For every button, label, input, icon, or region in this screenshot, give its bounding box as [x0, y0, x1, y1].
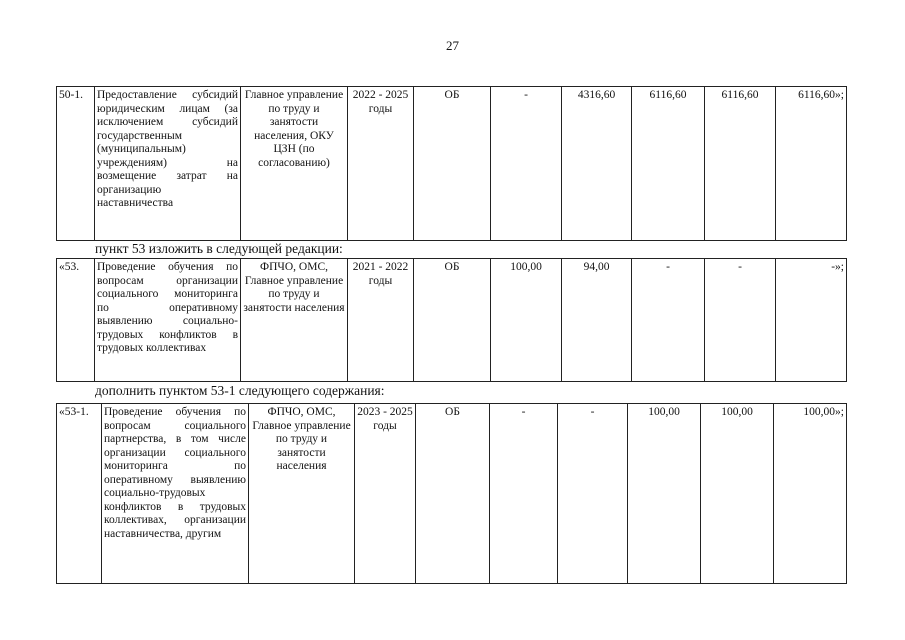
- page-number: 27: [446, 38, 459, 53]
- row-name: Проведение обучения по вопросам социального партнерства, в том числе организации социального мониторинга по оперативному выявлению социально-трудовых конфликтов в трудовых коллективах, организации наставничества, другим: [102, 404, 249, 584]
- row-value-1: -: [490, 404, 558, 584]
- row-value-4: 6116,60: [705, 87, 776, 241]
- row-executor: ФПЧО, ОМС, Главное управление по труду и занятости населения: [241, 259, 348, 382]
- row-value-2: 94,00: [562, 259, 632, 382]
- row-name: Проведение обучения по вопросам организации социального мониторинга по оперативному выявлению социально-трудовых конфликтов в трудовых коллективах: [95, 259, 241, 382]
- row-value-5: 100,00»;: [774, 404, 847, 584]
- table-row-53: [56, 258, 847, 382]
- row-value-1: 100,00: [491, 259, 562, 382]
- row-value-3: 6116,60: [632, 87, 705, 241]
- row-value-2: -: [558, 404, 628, 584]
- row-value-4: 100,00: [701, 404, 774, 584]
- row-number: 50-1.: [57, 87, 95, 241]
- row-source: ОБ: [416, 404, 490, 584]
- row-period: 2022 - 2025 годы: [348, 87, 414, 241]
- row-number: «53-1.: [57, 404, 102, 584]
- instruction-text: пункт 53 изложить в следующей редакции:: [95, 241, 343, 256]
- row-number: «53.: [57, 259, 95, 382]
- row-value-5: -»;: [776, 259, 847, 382]
- row-executor: Главное управление по труду и занятости населения, ОКУ ЦЗН (по согласованию): [241, 87, 348, 241]
- row-source: ОБ: [414, 87, 491, 241]
- row-value-3: -: [632, 259, 705, 382]
- instruction-text: дополнить пунктом 53-1 следующего содержания:: [95, 383, 385, 398]
- row-value-3: 100,00: [628, 404, 701, 584]
- row-name: Предоставление субсидий юридическим лицам (за исключением субсидий государственным (муниципальным) учреждениям) на возмещение затрат на организацию наставничества: [95, 87, 241, 241]
- row-period: 2021 - 2022 годы: [348, 259, 414, 382]
- table-row-50-1: [56, 86, 847, 241]
- row-value-1: -: [491, 87, 562, 241]
- row-executor: ФПЧО, ОМС, Главное управление по труду и занятости населения: [249, 404, 355, 584]
- row-period: 2023 - 2025 годы: [355, 404, 416, 584]
- table-row-53-1: [56, 403, 847, 584]
- row-value-5: 6116,60»;: [776, 87, 847, 241]
- row-source: ОБ: [414, 259, 491, 382]
- row-value-2: 4316,60: [562, 87, 632, 241]
- row-value-4: -: [705, 259, 776, 382]
